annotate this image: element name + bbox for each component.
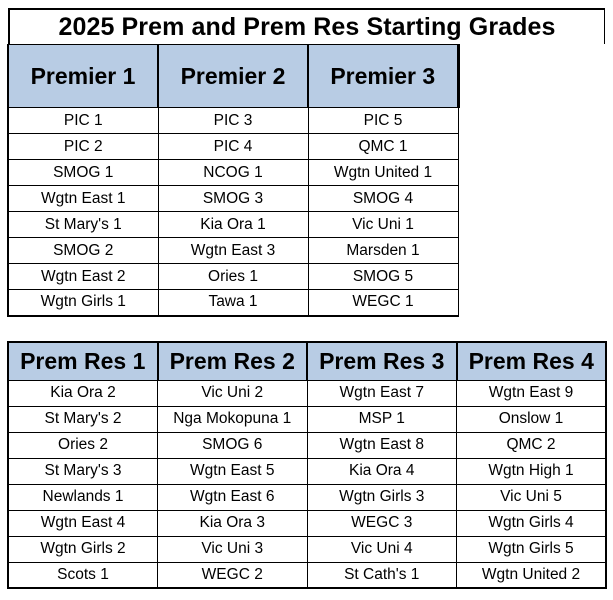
table-row [8,186,458,212]
column-header: Prem Res 2 [158,342,308,380]
table-cell: SMOG 1 [8,160,158,186]
table-cell: Wgtn East 2 [8,264,158,290]
table-cell: QMC 2 [457,432,607,458]
column-header: Premier 1 [8,45,158,108]
table-cell: NCOG 1 [158,160,308,186]
table-row [8,160,458,186]
table-cell: Wgtn East 4 [8,510,158,536]
table-cell: Wgtn Girls 4 [457,510,607,536]
table-cell: Wgtn East 7 [307,380,457,406]
table-cell: QMC 1 [308,134,458,160]
table-row [8,406,606,432]
table-cell: Wgtn East 6 [158,484,308,510]
table-cell: Tawa 1 [158,290,308,316]
table-cell: St Mary's 1 [8,212,158,238]
table-cell: PIC 4 [158,134,308,160]
column-header: Premier 3 [308,45,458,108]
table-cell: Wgtn United 1 [308,160,458,186]
table-cell: PIC 3 [158,108,308,134]
table-row [8,264,458,290]
table-row [8,562,606,588]
table-cell: Wgtn United 2 [457,562,607,588]
table-row [8,290,458,316]
table-header-row [8,45,458,108]
table-row [8,536,606,562]
table-cell: Newlands 1 [8,484,158,510]
column-header: Prem Res 3 [307,342,457,380]
table-cell: Kia Ora 2 [8,380,158,406]
table-cell: Wgtn East 8 [307,432,457,458]
table-row [8,380,606,406]
column-header: Premier 2 [158,45,308,108]
table-cell: WEGC 3 [307,510,457,536]
table-cell: Wgtn East 5 [158,458,308,484]
table-cell: Wgtn Girls 1 [8,290,158,316]
table-cell: Ories 2 [8,432,158,458]
table-cell: Wgtn East 1 [8,186,158,212]
table-cell: MSP 1 [307,406,457,432]
table-cell: SMOG 4 [308,186,458,212]
table-row [8,458,606,484]
table-row [8,484,606,510]
table-cell: Vic Uni 5 [457,484,607,510]
page-title: 2025 Prem and Prem Res Starting Grades [8,8,605,44]
table-cell: SMOG 2 [8,238,158,264]
table-cell: Vic Uni 4 [307,536,457,562]
table-row [8,510,606,536]
table-cell: PIC 5 [308,108,458,134]
table-cell: Nga Mokopuna 1 [158,406,308,432]
prem-res-grades-table [7,341,607,589]
table-cell: Onslow 1 [457,406,607,432]
table-cell: Marsden 1 [308,238,458,264]
table-cell: St Cath's 1 [307,562,457,588]
table-cell: Scots 1 [8,562,158,588]
table-row [8,108,458,134]
table-cell: Wgtn High 1 [457,458,607,484]
table-cell: Vic Uni 3 [158,536,308,562]
table-row [8,212,458,238]
table-cell: SMOG 3 [158,186,308,212]
table-cell: Wgtn Girls 3 [307,484,457,510]
table-cell: St Mary's 3 [8,458,158,484]
table-cell: Kia Ora 1 [158,212,308,238]
table-cell: Wgtn East 9 [457,380,607,406]
table-cell: Kia Ora 4 [307,458,457,484]
table-row [8,432,606,458]
table-cell: SMOG 5 [308,264,458,290]
table-cell: PIC 2 [8,134,158,160]
table-cell: Vic Uni 1 [308,212,458,238]
column-header: Prem Res 1 [8,342,158,380]
table-cell: Vic Uni 2 [158,380,308,406]
column-header: Prem Res 4 [457,342,607,380]
table-cell: PIC 1 [8,108,158,134]
table-header-row [8,342,606,380]
table-row [8,134,458,160]
table-cell: Wgtn Girls 5 [457,536,607,562]
table-cell: SMOG 6 [158,432,308,458]
table-cell: Wgtn East 3 [158,238,308,264]
table-cell: Wgtn Girls 2 [8,536,158,562]
table-cell: Ories 1 [158,264,308,290]
premier-grades-table [7,44,460,317]
table-row [8,238,458,264]
table-cell: St Mary's 2 [8,406,158,432]
table-cell: Kia Ora 3 [158,510,308,536]
table-cell: WEGC 1 [308,290,458,316]
table-cell: WEGC 2 [158,562,308,588]
